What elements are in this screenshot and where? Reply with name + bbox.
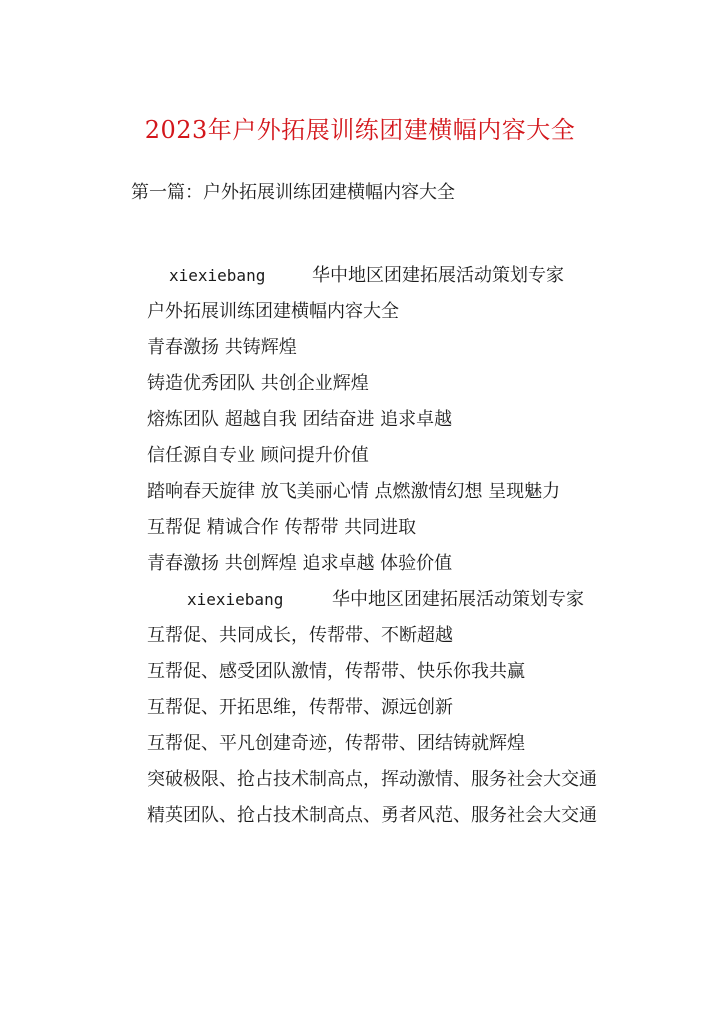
- text-line: 青春激扬 共铸辉煌: [147, 337, 297, 358]
- text-line: 熔炼团队 超越自我 团结奋进 追求卓越: [147, 409, 453, 430]
- text-line: 互帮促 精诚合作 传帮带 共同进取: [147, 517, 417, 538]
- text-line: 互帮促、平凡创建奇迹，传帮带、团结铸就辉煌: [147, 733, 525, 754]
- credit-tagline: 华中地区团建拓展活动策划专家: [332, 589, 584, 610]
- text-line: 互帮促、感受团队激情，传帮带、快乐你我共赢: [147, 661, 525, 682]
- text-line: 互帮促、共同成长，传帮带、不断超越: [147, 625, 453, 646]
- document-title: 2023年户外拓展训练团建横幅内容大全: [144, 116, 576, 144]
- section-heading: 第一篇：户外拓展训练团建横幅内容大全: [131, 182, 455, 203]
- credit-line: [113, 258, 613, 294]
- text-line: 信任源自专业 顾问提升价值: [147, 445, 369, 466]
- text-line: 踏响春天旋律 放飞美丽心情 点燃激情幻想 呈现魅力: [147, 481, 561, 502]
- credit-line: [113, 582, 613, 618]
- document-body: [113, 258, 613, 834]
- wrapped-text-line: 突破极限、抢占技术制高点，挥动激情、服务社会大交通: [147, 769, 597, 790]
- text-line: 青春激扬 共创辉煌 追求卓越 体验价值: [147, 553, 453, 574]
- text-line: 互帮促、开拓思维，传帮带、源远创新: [147, 697, 453, 718]
- text-line: 户外拓展训练团建横幅内容大全: [147, 301, 399, 322]
- text-line: 铸造优秀团队 共创企业辉煌: [147, 373, 369, 394]
- credit-site: xiexiebang: [187, 590, 284, 609]
- credit-site: xiexiebang: [169, 266, 266, 285]
- wrapped-text-line: 精英团队、抢占技术制高点、勇者风范、服务社会大交通: [147, 805, 597, 826]
- credit-tagline: 华中地区团建拓展活动策划专家: [312, 265, 564, 286]
